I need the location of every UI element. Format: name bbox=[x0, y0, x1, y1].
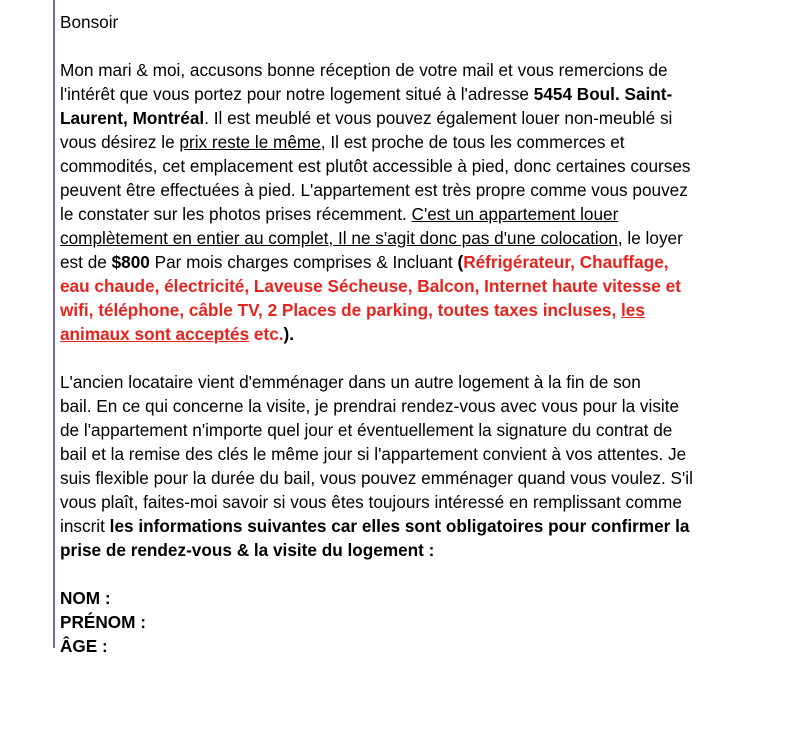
quote-bar bbox=[53, 0, 55, 648]
text-line: suis flexible pour la durée du bail, vous pouvez emménager quand vous voulez. S'il bbox=[60, 468, 693, 488]
text-line: de l'appartement n'importe quel jour et éventuellement la signature du contrat de bbox=[60, 420, 673, 440]
form-fields bbox=[60, 586, 750, 658]
text-line: Mon mari & moi, accusons bonne réception de votre mail et vous remercions de bbox=[60, 60, 668, 80]
text-line: Laurent, Montréal. Il est meublé et vous pouvez également louer non-meublé si bbox=[60, 108, 673, 128]
text-line: bail. En ce qui concerne la visite, je prendrai rendez-vous avec vous pour la visite bbox=[60, 396, 680, 416]
underlined-text: les bbox=[621, 300, 645, 320]
blank-line bbox=[60, 34, 750, 58]
text-line: l'intérêt que vous portez pour notre logement situé à l'adresse 5454 Boul. Saint- bbox=[60, 84, 673, 104]
field-label-nom: NOM : bbox=[60, 588, 111, 608]
text-line: inscrit les informations suivantes car elles sont obligatoires pour confirmer la bbox=[60, 516, 690, 536]
paragraph-intro bbox=[60, 58, 750, 346]
text-line: vous désirez le prix reste le même, Il est proche de tous les commerces et bbox=[60, 132, 625, 152]
text-line: bail et la remise des clés le même jour si l'appartement convient à vos attentes. Je bbox=[60, 444, 687, 464]
paragraph-visit bbox=[60, 370, 750, 562]
text-line: est de $800 Par mois charges comprises & Incluant (Réfrigérateur, Chauffage, bbox=[60, 252, 669, 272]
field-label-prenom: PRÉNOM : bbox=[60, 612, 146, 632]
greeting: Bonsoir bbox=[60, 12, 119, 32]
underlined-text: animaux sont acceptés bbox=[60, 324, 250, 344]
required-info-text: prise de rendez-vous & la visite du logement : bbox=[60, 540, 435, 560]
amenities-text: eau chaude, électricité, Laveuse Sécheuse, Balcon, Internet haute vitesse et bbox=[60, 276, 681, 296]
underlined-text: prix reste le même bbox=[179, 132, 321, 152]
text-line: animaux sont acceptés etc.). bbox=[60, 324, 295, 344]
amenities-text: wifi, téléphone, câble TV, 2 Places de parking, toutes taxes incluses, les bbox=[60, 300, 645, 320]
text-line: le constater sur les photos prises récemment. C'est un appartement louer bbox=[60, 204, 619, 224]
underlined-text: complètement en entier au complet, Il ne s'agit donc pas d'une colocation bbox=[60, 228, 618, 248]
amenities-text: Réfrigérateur, Chauffage, bbox=[463, 252, 669, 272]
text-line: vous plaît, faites-moi savoir si vous êtes toujours intéressé en remplissant comme bbox=[60, 492, 682, 512]
field-label-age: ÂGE : bbox=[60, 636, 108, 656]
email-body bbox=[60, 10, 750, 658]
text-line: peuvent être effectuées à pied. L'appartement est très propre comme vous pouvez bbox=[60, 180, 688, 200]
text-line: L'ancien locataire vient d'emménager dans un autre logement à la fin de son bbox=[60, 372, 641, 392]
blank-line bbox=[60, 346, 750, 370]
blank-line bbox=[60, 562, 750, 586]
rent-amount: $800 bbox=[111, 252, 150, 272]
address-text: Laurent, Montréal bbox=[60, 108, 205, 128]
required-info-text: les informations suivantes car elles sont obligatoires pour confirmer la bbox=[109, 516, 690, 536]
text-line: complètement en entier au complet, Il ne s'agit donc pas d'une colocation, le loyer bbox=[60, 228, 683, 248]
address-text: 5454 Boul. Saint- bbox=[533, 84, 673, 104]
underlined-text: C'est un appartement louer bbox=[411, 204, 619, 224]
text-line: commodités, cet emplacement est plutôt accessible à pied, donc certaines courses bbox=[60, 156, 691, 176]
